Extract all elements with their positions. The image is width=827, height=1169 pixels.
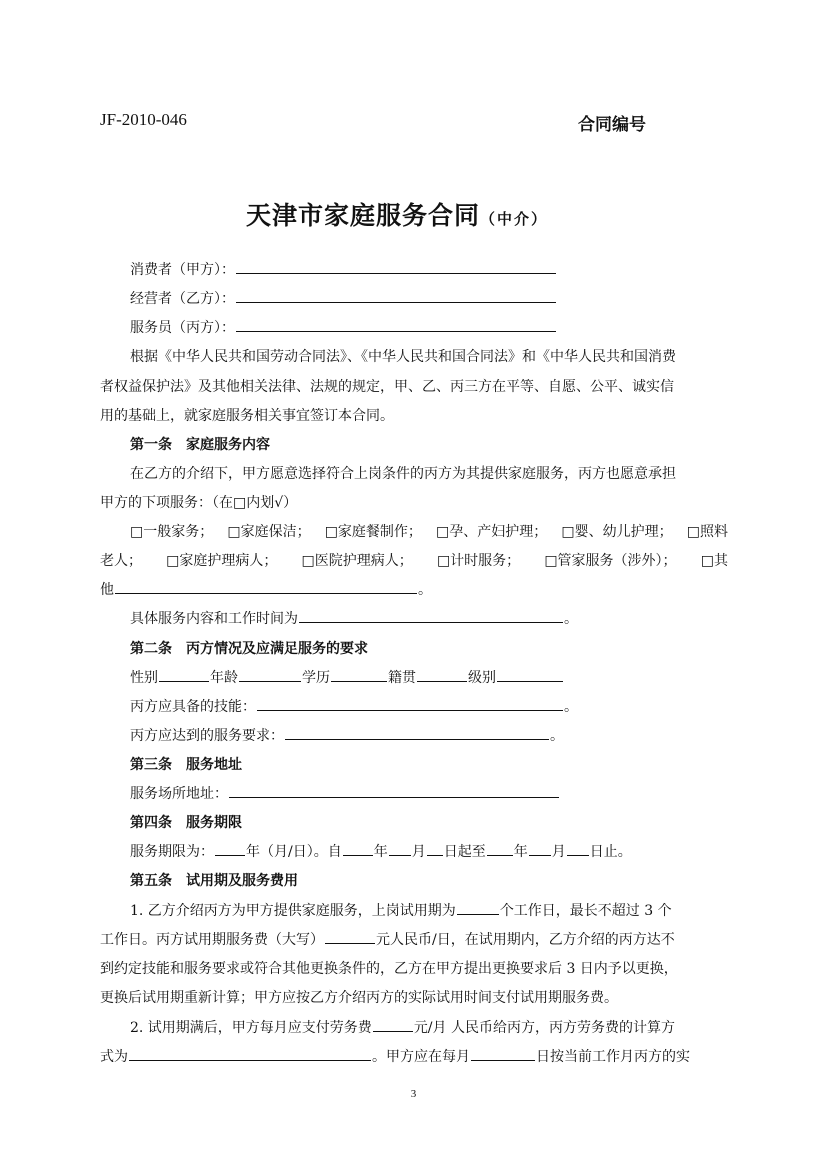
article-5-heading: 第五条 试用期及服务费用 — [130, 873, 298, 889]
option-infant-care[interactable]: □婴、幼儿护理； — [561, 524, 673, 540]
native-place-label: 籍贯 — [388, 670, 416, 686]
end-month-label: 月 — [551, 844, 566, 860]
title-sub: （中介） — [480, 210, 549, 228]
start-year-label: 年 — [373, 844, 388, 860]
service-options-row-2 — [100, 550, 728, 570]
address-label: 服务场所地址： — [130, 786, 228, 802]
pay-day-label: 。甲方应在每月 — [372, 1049, 470, 1065]
end-day-label: 日止。 — [589, 844, 632, 860]
other-service-blank[interactable] — [115, 579, 417, 594]
trial-fee-label: 工作日。丙方试用期服务费（大写） — [100, 932, 324, 948]
servant-profile-line — [130, 667, 564, 687]
start-month-label: 月 — [411, 844, 426, 860]
pay-day-text: 日按当前工作月丙方的实 — [536, 1049, 690, 1065]
other-prefix: 他 — [100, 582, 114, 598]
education-blank[interactable] — [331, 667, 387, 682]
period-unit-text: 年（月/日）。自 — [246, 844, 342, 860]
service-options-row-1 — [130, 521, 728, 541]
party-consumer-label: 消费者（甲方）： — [130, 262, 235, 278]
service-detail-line — [130, 608, 578, 628]
period-length-blank[interactable] — [215, 841, 245, 856]
service-period-line — [130, 841, 632, 861]
calc-method-label: 式为 — [100, 1049, 128, 1065]
article-1-para-2: 甲方的下项服务：（在□内划√） — [100, 495, 298, 511]
option-hospital-patient-care[interactable]: □医院护理病人； — [301, 553, 413, 569]
skills-line — [130, 696, 578, 716]
option-other-line — [100, 579, 432, 599]
option-general-housework[interactable]: □一般家务； — [130, 524, 214, 540]
trial-days-text: 个工作日，最长不超过 3 个 — [499, 903, 672, 919]
period-label: 服务期限为： — [130, 844, 214, 860]
party-servant — [130, 317, 557, 337]
preamble-line-3: 用的基础上，就家庭服务相关事宜签订本合同。 — [100, 408, 394, 424]
end-year-label: 年 — [513, 844, 528, 860]
preamble-line-2: 者权益保护法》及其他相关法律、法规的规定，甲、乙、丙三方在平等、自愿、公平、诚实信 — [100, 379, 674, 395]
skills-end: 。 — [564, 699, 578, 715]
party-consumer — [130, 259, 557, 279]
address-line — [130, 783, 560, 803]
contract-number-label: 合同编号 — [578, 115, 646, 135]
start-day-blank[interactable] — [427, 841, 443, 856]
article-5-p1-line-4: 更换后试用期重新计算；甲方应按乙方介绍丙方的实际试用时间支付试用期服务费。 — [100, 990, 618, 1006]
gender-blank[interactable] — [159, 667, 209, 682]
calc-method-blank[interactable] — [129, 1046, 371, 1061]
monthly-fee-label: 2. 试用期满后，甲方每月应支付劳务费 — [130, 1020, 372, 1036]
option-home-cleaning[interactable]: □家庭保洁； — [227, 524, 311, 540]
trial-days-blank[interactable] — [457, 900, 499, 915]
start-month-blank[interactable] — [389, 841, 411, 856]
other-suffix: 。 — [418, 582, 432, 598]
article-3-heading: 第三条 服务地址 — [130, 757, 242, 773]
article-5-p1-line-3: 到约定技能和服务要求或符合其他更换条件的，乙方在甲方提出更换要求后 3 日内予以更换， — [100, 961, 678, 977]
skills-label: 丙方应具备的技能： — [130, 699, 256, 715]
pay-day-blank[interactable] — [471, 1046, 535, 1061]
page-number: 3 — [410, 1088, 417, 1100]
option-home-cooking[interactable]: □家庭餐制作； — [324, 524, 422, 540]
option-home-patient-care[interactable]: □家庭护理病人； — [166, 553, 278, 569]
document-title — [246, 196, 548, 232]
preamble-line-1: 根据《中华人民共和国劳动合同法》、《中华人民共和国合同法》和《中华人民共和国消费 — [130, 349, 676, 365]
requirements-line — [130, 725, 564, 745]
article-5-p1-line-2 — [100, 929, 675, 949]
monthly-fee-text: 元/月 人民币给丙方，丙方劳务费的计算方 — [413, 1020, 675, 1036]
level-label: 级别 — [468, 670, 496, 686]
monthly-fee-blank[interactable] — [373, 1017, 413, 1032]
trial-period-text: 1. 乙方介绍丙方为甲方提供家庭服务，上岗试用期为 — [130, 903, 456, 919]
start-day-label: 日起至 — [443, 844, 486, 860]
party-servant-label: 服务员（丙方）： — [130, 320, 235, 336]
skills-blank[interactable] — [257, 696, 563, 711]
gender-label: 性别 — [130, 670, 158, 686]
article-1-para-1: 在乙方的介绍下，甲方愿意选择符合上岗条件的丙方为其提供家庭服务，丙方也愿意承担 — [130, 466, 676, 482]
party-operator — [130, 288, 557, 308]
requirements-label: 丙方应达到的服务要求： — [130, 728, 284, 744]
servant-blank[interactable] — [236, 317, 556, 332]
start-year-blank[interactable] — [343, 841, 373, 856]
native-place-blank[interactable] — [417, 667, 467, 682]
requirements-end: 。 — [550, 728, 564, 744]
article-5-p2-line-2 — [100, 1046, 690, 1066]
article-2-heading: 第二条 丙方情况及应满足服务的要求 — [130, 641, 368, 657]
trial-fee-blank[interactable] — [325, 929, 375, 944]
operator-blank[interactable] — [236, 288, 556, 303]
service-detail-blank[interactable] — [299, 608, 563, 623]
article-4-heading: 第四条 服务期限 — [130, 815, 242, 831]
party-operator-label: 经营者（乙方）： — [130, 291, 235, 307]
article-1-heading: 第一条 家庭服务内容 — [130, 437, 270, 453]
option-elder-care[interactable]: □照料 — [686, 524, 728, 540]
trial-fee-text: 元人民币/日，在试用期内，乙方介绍的丙方达不 — [376, 932, 675, 948]
service-detail-label: 具体服务内容和工作时间为 — [130, 611, 298, 627]
requirements-blank[interactable] — [285, 725, 549, 740]
option-other[interactable]: □其 — [700, 553, 728, 569]
age-blank[interactable] — [239, 667, 301, 682]
end-day-blank[interactable] — [567, 841, 589, 856]
option-maternity-care[interactable]: □孕、产妇护理； — [436, 524, 548, 540]
end-year-blank[interactable] — [487, 841, 513, 856]
article-5-p2-line-1 — [130, 1017, 675, 1037]
document-code: JF-2010-046 — [100, 110, 187, 129]
title-main: 天津市家庭服务合同 — [246, 201, 481, 230]
article-5-p1-line-1 — [130, 900, 672, 920]
option-butler-service[interactable]: □管家服务（涉外）； — [544, 553, 677, 569]
education-label: 学历 — [302, 670, 330, 686]
consumer-blank[interactable] — [236, 259, 556, 274]
age-label: 年龄 — [210, 670, 238, 686]
service-detail-end: 。 — [564, 611, 578, 627]
level-blank[interactable] — [497, 667, 563, 682]
end-month-blank[interactable] — [529, 841, 551, 856]
option-hourly-service[interactable]: □计时服务； — [436, 553, 521, 569]
address-blank[interactable] — [229, 783, 559, 798]
option-elder-care-cont: 老人； — [100, 553, 142, 569]
